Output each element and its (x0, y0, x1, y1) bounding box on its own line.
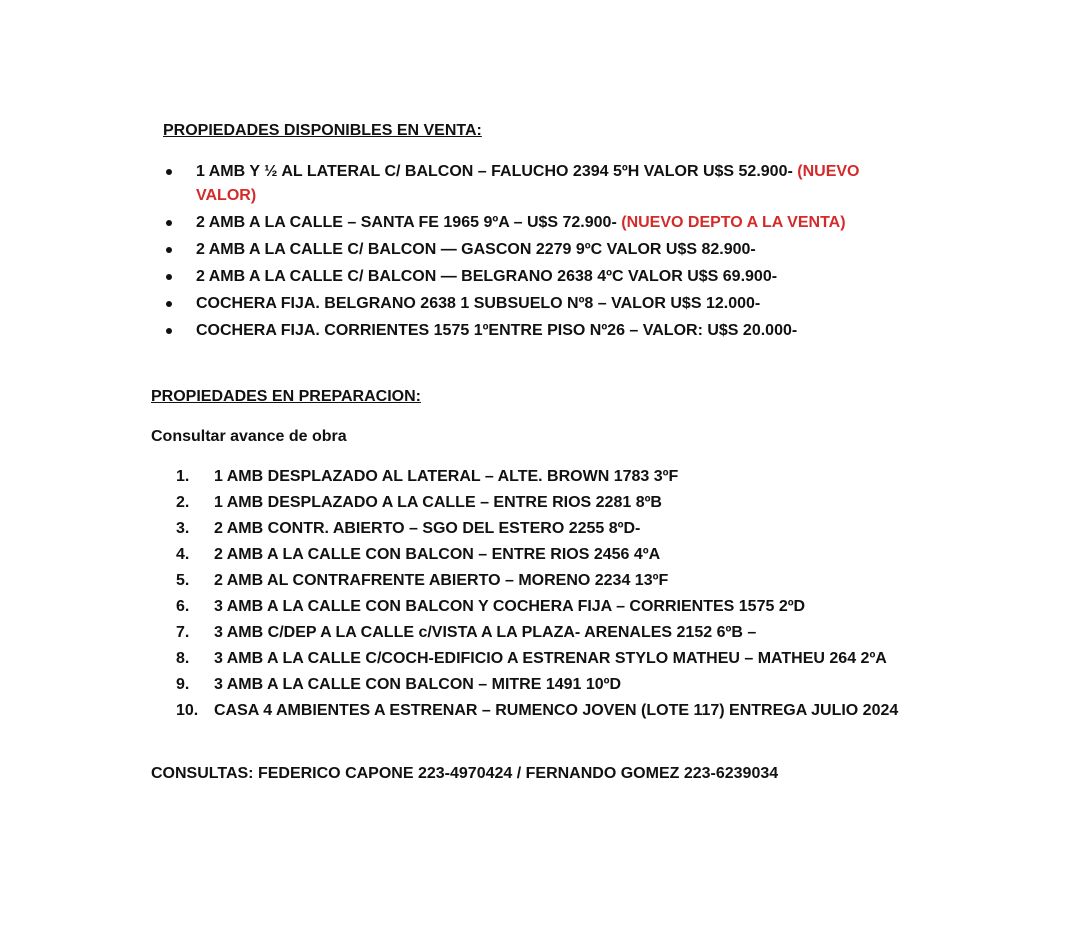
item-number: 9. (176, 676, 190, 693)
bullet-icon (166, 247, 172, 253)
prep-item-text: 3 AMB A LA CALLE C/COCH-EDIFICIO A ESTRENAR STYLO MATHEU – MATHEU 264 2ºA (214, 650, 887, 667)
item-number: 4. (176, 546, 190, 563)
prep-item-text: 3 AMB A LA CALLE CON BALCON Y COCHERA FIJA – CORRIENTES 1575 2ºD (214, 598, 806, 615)
sale-list (160, 160, 920, 346)
list-item (176, 646, 976, 672)
sale-item-text: 1 AMB Y ½ AL LATERAL C/ BALCON – FALUCHO 2394 5ºH VALOR U$S 52.900- (196, 163, 793, 180)
list-item (160, 211, 920, 235)
prep-item-text: 2 AMB AL CONTRAFRENTE ABIERTO – MORENO 2234 13ºF (214, 572, 669, 589)
prep-subtitle: Consultar avance de obra (151, 428, 347, 445)
list-item (160, 319, 920, 343)
item-number: 8. (176, 650, 190, 667)
list-item (176, 672, 976, 698)
prep-item-text: 2 AMB CONTR. ABIERTO – SGO DEL ESTERO 2255 8ºD- (214, 520, 641, 537)
list-item (176, 594, 976, 620)
bullet-icon (166, 169, 172, 175)
contact-line: CONSULTAS: FEDERICO CAPONE 223-4970424 / FERNANDO GOMEZ 223-6239034 (151, 765, 779, 782)
item-number: 6. (176, 598, 190, 615)
item-number: 5. (176, 572, 190, 589)
item-number: 7. (176, 624, 190, 641)
item-number: 3. (176, 520, 190, 537)
prep-list (176, 464, 976, 724)
prep-heading: PROPIEDADES EN PREPARACION: (151, 388, 421, 405)
sale-item-text: 2 AMB A LA CALLE C/ BALCON — BELGRANO 2638 4ºC VALOR U$S 69.900- (196, 268, 778, 285)
prep-item-text: CASA 4 AMBIENTES A ESTRENAR – RUMENCO JOVEN (LOTE 117) ENTREGA JULIO 2024 (214, 702, 899, 719)
list-item (176, 464, 976, 490)
list-item (176, 516, 976, 542)
bullet-icon (166, 274, 172, 280)
list-item (176, 542, 976, 568)
list-item (160, 160, 920, 208)
prep-item-text: 1 AMB DESPLAZADO AL LATERAL – ALTE. BROWN 1783 3ºF (214, 468, 679, 485)
bullet-icon (166, 220, 172, 226)
sale-item-text: 2 AMB A LA CALLE – SANTA FE 1965 9ºA – U$S 72.900- (196, 214, 617, 231)
sale-item-text: COCHERA FIJA. CORRIENTES 1575 1ºENTRE PISO Nº26 – VALOR: U$S 20.000- (196, 322, 798, 339)
bullet-icon (166, 301, 172, 307)
list-item (160, 265, 920, 289)
bullet-icon (166, 328, 172, 334)
list-item (160, 238, 920, 262)
item-number: 1. (176, 468, 190, 485)
sale-item-highlight: (NUEVO DEPTO A LA VENTA) (621, 214, 846, 231)
item-number: 2. (176, 494, 190, 511)
sale-item-text: COCHERA FIJA. BELGRANO 2638 1 SUBSUELO Nº8 – VALOR U$S 12.000- (196, 295, 761, 312)
item-number: 10. (176, 702, 199, 719)
sale-item-highlight: (NUEVO VALOR) (196, 163, 860, 204)
prep-item-text: 3 AMB C/DEP A LA CALLE c/VISTA A LA PLAZA- ARENALES 2152 6ºB – (214, 624, 757, 641)
list-item (176, 490, 976, 516)
prep-item-text: 2 AMB A LA CALLE CON BALCON – ENTRE RIOS 2456 4ºA (214, 546, 661, 563)
prep-item-text: 3 AMB A LA CALLE CON BALCON – MITRE 1491 10ºD (214, 676, 622, 693)
sale-item-text: 2 AMB A LA CALLE C/ BALCON — GASCON 2279 9ºC VALOR U$S 82.900- (196, 241, 756, 258)
list-item (160, 292, 920, 316)
list-item (176, 568, 976, 594)
list-item (176, 698, 976, 724)
sale-heading: PROPIEDADES DISPONIBLES EN VENTA: (163, 122, 482, 139)
list-item (176, 620, 976, 646)
prep-item-text: 1 AMB DESPLAZADO A LA CALLE – ENTRE RIOS 2281 8ºB (214, 494, 662, 511)
